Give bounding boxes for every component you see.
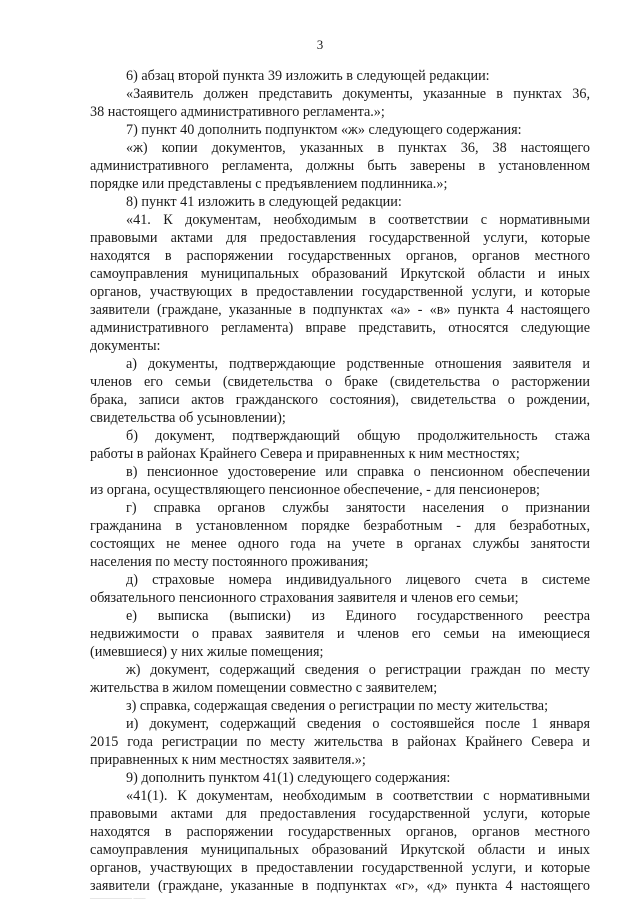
text-line: работы в районах Крайнего Севера и приравненных к ним местностях; xyxy=(90,446,520,462)
text-line: в) пенсионное удостоверение или справка о пенсионном обеспечении xyxy=(126,464,590,480)
text-line: органов, участвующих в предоставлении государственной услуги, и которые xyxy=(90,860,590,876)
text-line: е) выписка (выписки) из Единого государственного реестра xyxy=(126,608,590,624)
text-line: «ж) копии документов, указанных в пунктах 36, 38 настоящего xyxy=(126,140,590,156)
text-line: «41(1). К документам, необходимым в соответствии с нормативными xyxy=(126,788,590,804)
text-line: органов, участвующих в предоставлении государственной услуги, и которые xyxy=(90,284,590,300)
text-line: населения по месту постоянного проживания; xyxy=(90,554,369,570)
text-line: приравненных к ним местностях заявителя.»; xyxy=(90,752,366,768)
text-line: брака, записи актов гражданского состояния), свидетельства о рождении, xyxy=(90,392,590,408)
text-line: свидетельства об усыновлении); xyxy=(90,410,286,426)
text-line: заявители (граждане, указанные в подпунктах «а» - «в» пункта 4 настоящего xyxy=(90,302,590,318)
page-number: 3 xyxy=(316,37,324,52)
text-line: членов его семьи (свидетельства о браке (свидетельства о расторжении xyxy=(90,374,590,390)
text-line: и) документ, содержащий сведения о состоявшейся после 1 января xyxy=(126,716,590,732)
text-line: правовыми актами для предоставления государственной услуги, которые xyxy=(90,806,590,822)
text-line: 6) абзац второй пункта 39 изложить в следующей редакции: xyxy=(126,68,490,84)
text-line: 38 настоящего административного регламента.»; xyxy=(90,104,385,120)
footer-mark: ______________ ____ xyxy=(90,894,146,900)
text-line: недвижимости о правах заявителя и членов его семьи на имеющиеся xyxy=(90,626,590,642)
text-line: з) справка, содержащая сведения о регистрации по месту жительства; xyxy=(126,698,549,714)
text-line: д) страховые номера индивидуального лицевого счета в системе xyxy=(126,572,590,588)
text-line: административного регламента) вправе представить, относятся следующие xyxy=(90,320,590,336)
text-line: самоуправления муниципальных образований Иркутской области и иных xyxy=(90,842,590,858)
text-line: обязательного пенсионного страхования заявителя и членов его семьи; xyxy=(90,590,519,606)
text-line: б) документ, подтверждающий общую продолжительность стажа xyxy=(126,428,590,444)
text-line: ж) документ, содержащий сведения о регистрации граждан по месту xyxy=(126,662,590,678)
text-line: порядке или представлены с предъявлением подлинника.»; xyxy=(90,176,448,192)
text-line: правовыми актами для предоставления государственной услуги, которые xyxy=(90,230,590,246)
text-line: заявители (граждане, указанные в подпунктах «г», «д» пункта 4 настоящего xyxy=(90,878,590,894)
text-line: 9) дополнить пунктом 41(1) следующего содержания: xyxy=(126,770,451,786)
text-line: жительства в жилом помещении совместно с заявителем; xyxy=(90,680,438,696)
text-line: из органа, осуществляющего пенсионное обеспечение, - для пенсионеров; xyxy=(90,482,541,498)
text-line: 2015 года регистрации по месту жительства в районах Крайнего Севера и xyxy=(90,734,590,750)
text-line: состоящих не менее одного года на учете в органах службы занятости xyxy=(90,536,590,552)
text-line: административного регламента, должны быть заверены в установленном xyxy=(90,158,590,174)
text-line: а) документы, подтверждающие родственные отношения заявителя и xyxy=(126,356,590,372)
text-line: «Заявитель должен представить документы, указанные в пунктах 36, xyxy=(126,86,590,102)
text-line: гражданина в установленном порядке безработным - для безработных, xyxy=(90,518,590,534)
text-line: 7) пункт 40 дополнить подпунктом «ж» следующего содержания: xyxy=(126,122,522,138)
text-line: находятся в распоряжении государственных органов, органов местного xyxy=(90,248,590,264)
text-line: самоуправления муниципальных образований Иркутской области и иных xyxy=(90,266,590,282)
text-line: 8) пункт 41 изложить в следующей редакции: xyxy=(126,194,402,210)
text-line: г) справка органов службы занятости населения о признании xyxy=(126,500,590,516)
text-line: «41. К документам, необходимым в соответствии с нормативными xyxy=(126,212,590,228)
text-line: (имевшиеся) у них жилые помещения; xyxy=(90,644,324,660)
text-line: документы: xyxy=(90,338,161,354)
text-line: находятся в распоряжении государственных органов, органов местного xyxy=(90,824,590,840)
